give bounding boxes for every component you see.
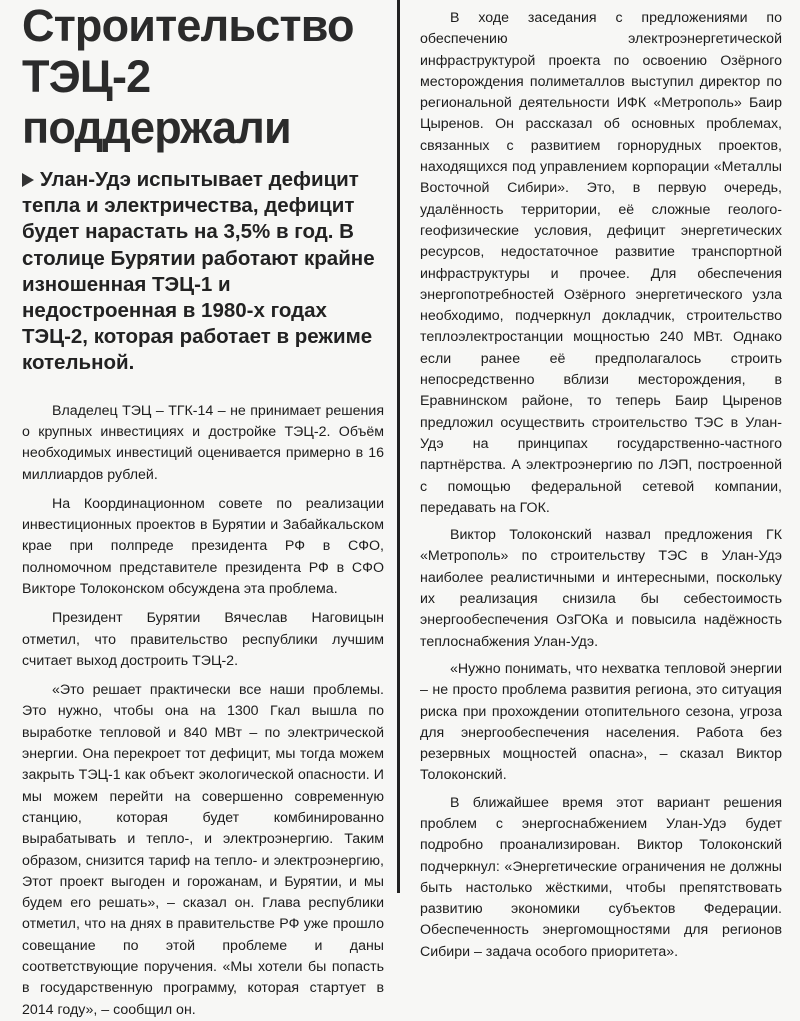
paragraph: Владелец ТЭЦ – ТГК-14 – не принимает решения о крупных инвестициях и достройке ТЭЦ-2. Объём необходимых инвестиций оценивается примерно в 16 миллиардов рублей. bbox=[22, 402, 384, 483]
paragraph: В ходе заседания с предложениями по обеспечению электроэнергетической инфраструктурой проекта по освоению Озёрного месторождения полиметаллов выступил директор по региональной деятельности ИФК «Метрополь» Баир Цыренов. Он рассказал об основных проблемах, связанных с развитием горнорудных проектов, находящихся под управлением корпорации «Металлы Восточной Сибири». Это, в первую очередь, удалённость территории, её сложные геолого-геофизические условия, дефицит энергетических ресурсов, недостаточное развитие транспортной инфраструктуры и прочее. Для обеспечения энергопотребностей Озёрного энергетического узла необходимо, подчеркнул докладчик, строительство теплоэлектростанции мощностью 240 МВт. Однако если ранее её предполагалось строить непосредственно вблизи месторождения, в Еравнинском районе, то теперь Баир Цыренов предложил осуществить строительство ТЭС в Улан-Удэ на принципах государственно-частного партнёрства. А электроэнергию по ЛЭП, построенной с помощью федеральной сетевой компании, передавать на ГОК. bbox=[420, 10, 782, 516]
article-lead bbox=[22, 167, 384, 377]
left-body bbox=[22, 401, 384, 1021]
paragraph: В ближайшее время этот вариант решения проблем с энергоснабжением Улан-Удэ будет подробно проанализирован. Виктор Толоконский подчеркнул: «Энергетические ограничения не должны быть настолько жёсткими, чтобы препятствовать развитию экономики субъектов Федерации. Обеспеченность энергомощностями для регионов Сибири – задача особого приоритета». bbox=[420, 794, 782, 960]
paragraph: «Нужно понимать, что нехватка тепловой энергии – не просто проблема развития региона, это ситуация риска при прохождении отопительного сезона, угроза для энергообеспечения населения. Работа без резервных мощностей опасна», – сказал Виктор Толоконский. bbox=[420, 660, 782, 784]
headline-line-2: ТЭЦ-2 поддержали bbox=[22, 51, 291, 153]
paragraph: На Координационном совете по реализации инвестиционных проектов в Бурятии и Забайкальском крае при полпреде президента РФ в СФО, полномочном представителе президента РФ в СФО Викторе Толоконском обсуждена эта проблема. bbox=[22, 495, 384, 597]
left-column bbox=[22, 0, 384, 1018]
lead-text: Улан-Удэ испытывает дефицит тепла и электричества, дефицит будет нарастать на 3,5% в год. В столице Бурятии работают крайне изношенная ТЭЦ-1 и недостроенная в 1980-х годах ТЭЦ-2, которая работает в режиме котельной. bbox=[22, 168, 375, 375]
paragraph: Виктор Толоконский назвал предложения ГК «Метрополь» по строительству ТЭС в Улан-Удэ наиболее реалистичными и интересными, поскольку их реализация снизила бы себестоимость энергообеспечения ОзГОКа и повысила надёжность теплоснабжения Улан-Удэ. bbox=[420, 527, 782, 650]
lead-arrow-icon bbox=[22, 173, 36, 187]
paragraph: Президент Бурятии Вячеслав Наговицын отметил, что правительство республики лучшим считает выход достроить ТЭЦ-2. bbox=[22, 610, 384, 669]
right-column bbox=[420, 8, 782, 960]
paragraph: «Это решает практически все наши проблемы. Это нужно, чтобы она на 1300 Гкал вышла по выработке тепловой и 840 МВт – по электрической энергии. Она перекроет тот дефицит, мы тогда можем закрыть ТЭЦ-1 как объект экологической опасности. И мы можем перейти на совершенно современную станцию, которая будет комбинированно вырабатывать и тепло-, и электроэнергию. Таким образом, снизится тариф на тепло- и электроэнергию, Этот проект выгоден и горожанам, и Бурятии, и мы будем его решать», – сказал он. Глава республики отметил, что на днях в правительстве РФ уже прошло совещание по этой проблеме и даны соответствующие поручения. «Мы хотели бы попасть в государственную программу, которая стартует в 2014 году», – сообщил он. bbox=[22, 682, 384, 1018]
headline-line-1: Строительство bbox=[22, 0, 354, 51]
right-body bbox=[420, 8, 782, 963]
article-headline bbox=[22, 0, 384, 153]
column-divider bbox=[397, 0, 400, 893]
